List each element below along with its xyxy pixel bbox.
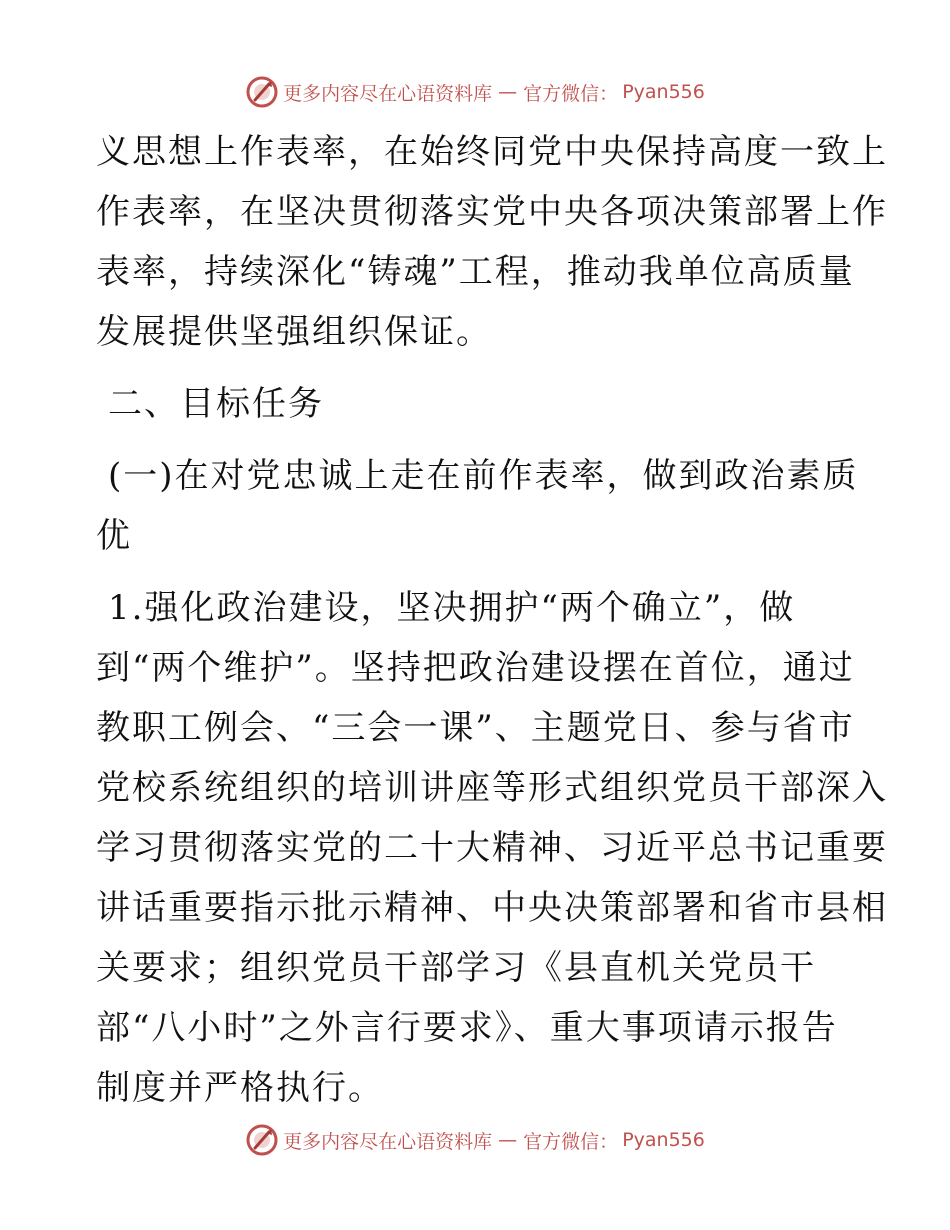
text-line: 到“两个维护”。坚持把政治建设摆在首位，通过 xyxy=(96,648,855,688)
text-line: 教职工例会、“三会一课”、主题党日、参与省市 xyxy=(96,708,855,748)
document-body xyxy=(96,122,888,1118)
text-line: 讲话重要指示批示精神、中央决策部署和省市县相 xyxy=(96,888,888,928)
text-line: (一)在对党忠诚上走在前作表率，做到政治素质 xyxy=(108,456,859,496)
text-line: 学习贯彻落实党的二十大精神、习近平总书记重要 xyxy=(96,828,888,868)
section-heading: 二、目标任务 xyxy=(108,384,324,424)
banner-separator: — xyxy=(498,1129,518,1151)
banner-wechat-label: 官方微信： xyxy=(523,1130,619,1153)
banner-separator: — xyxy=(498,81,518,103)
logo-circle-pen-icon xyxy=(245,1123,279,1157)
banner-wechat-label: 官方微信： xyxy=(523,82,619,105)
text-line: 1.强化政治建设，坚决拥护“两个确立”，做 xyxy=(108,588,796,628)
text-line: 作表率，在坚决贯彻落实党中央各项决策部署上作 xyxy=(96,192,888,232)
text-line: 义思想上作表率，在始终同党中央保持高度一致上 xyxy=(96,132,888,172)
text-line: 党校系统组织的培训讲座等形式组织党员干部深入 xyxy=(96,768,888,808)
text-line: 关要求；组织党员干部学习《县直机关党员干 xyxy=(96,948,816,988)
text-line: 制度并严格执行。 xyxy=(96,1068,384,1108)
text-line: 表率，持续深化“铸魂”工程，推动我单位高质量 xyxy=(96,252,855,292)
text-line: 优 xyxy=(96,516,132,556)
banner-wechat-id: Pyan556 xyxy=(622,81,705,103)
text-line: 部“八小时”之外言行要求》、重大事项请示报告 xyxy=(96,1008,838,1048)
text-line: 发展提供坚强组织保证。 xyxy=(96,312,492,352)
paragraph-item-1 xyxy=(96,578,888,1118)
banner-wechat-id: Pyan556 xyxy=(622,1129,705,1151)
footer-banner xyxy=(0,1120,950,1160)
logo-circle-pen-icon xyxy=(245,75,279,109)
subsection-heading xyxy=(96,446,859,566)
banner-text: 更多内容尽在心语资料库 xyxy=(283,82,493,105)
header-banner xyxy=(0,72,950,112)
banner-text: 更多内容尽在心语资料库 xyxy=(283,1130,493,1153)
paragraph-intro xyxy=(96,122,888,362)
